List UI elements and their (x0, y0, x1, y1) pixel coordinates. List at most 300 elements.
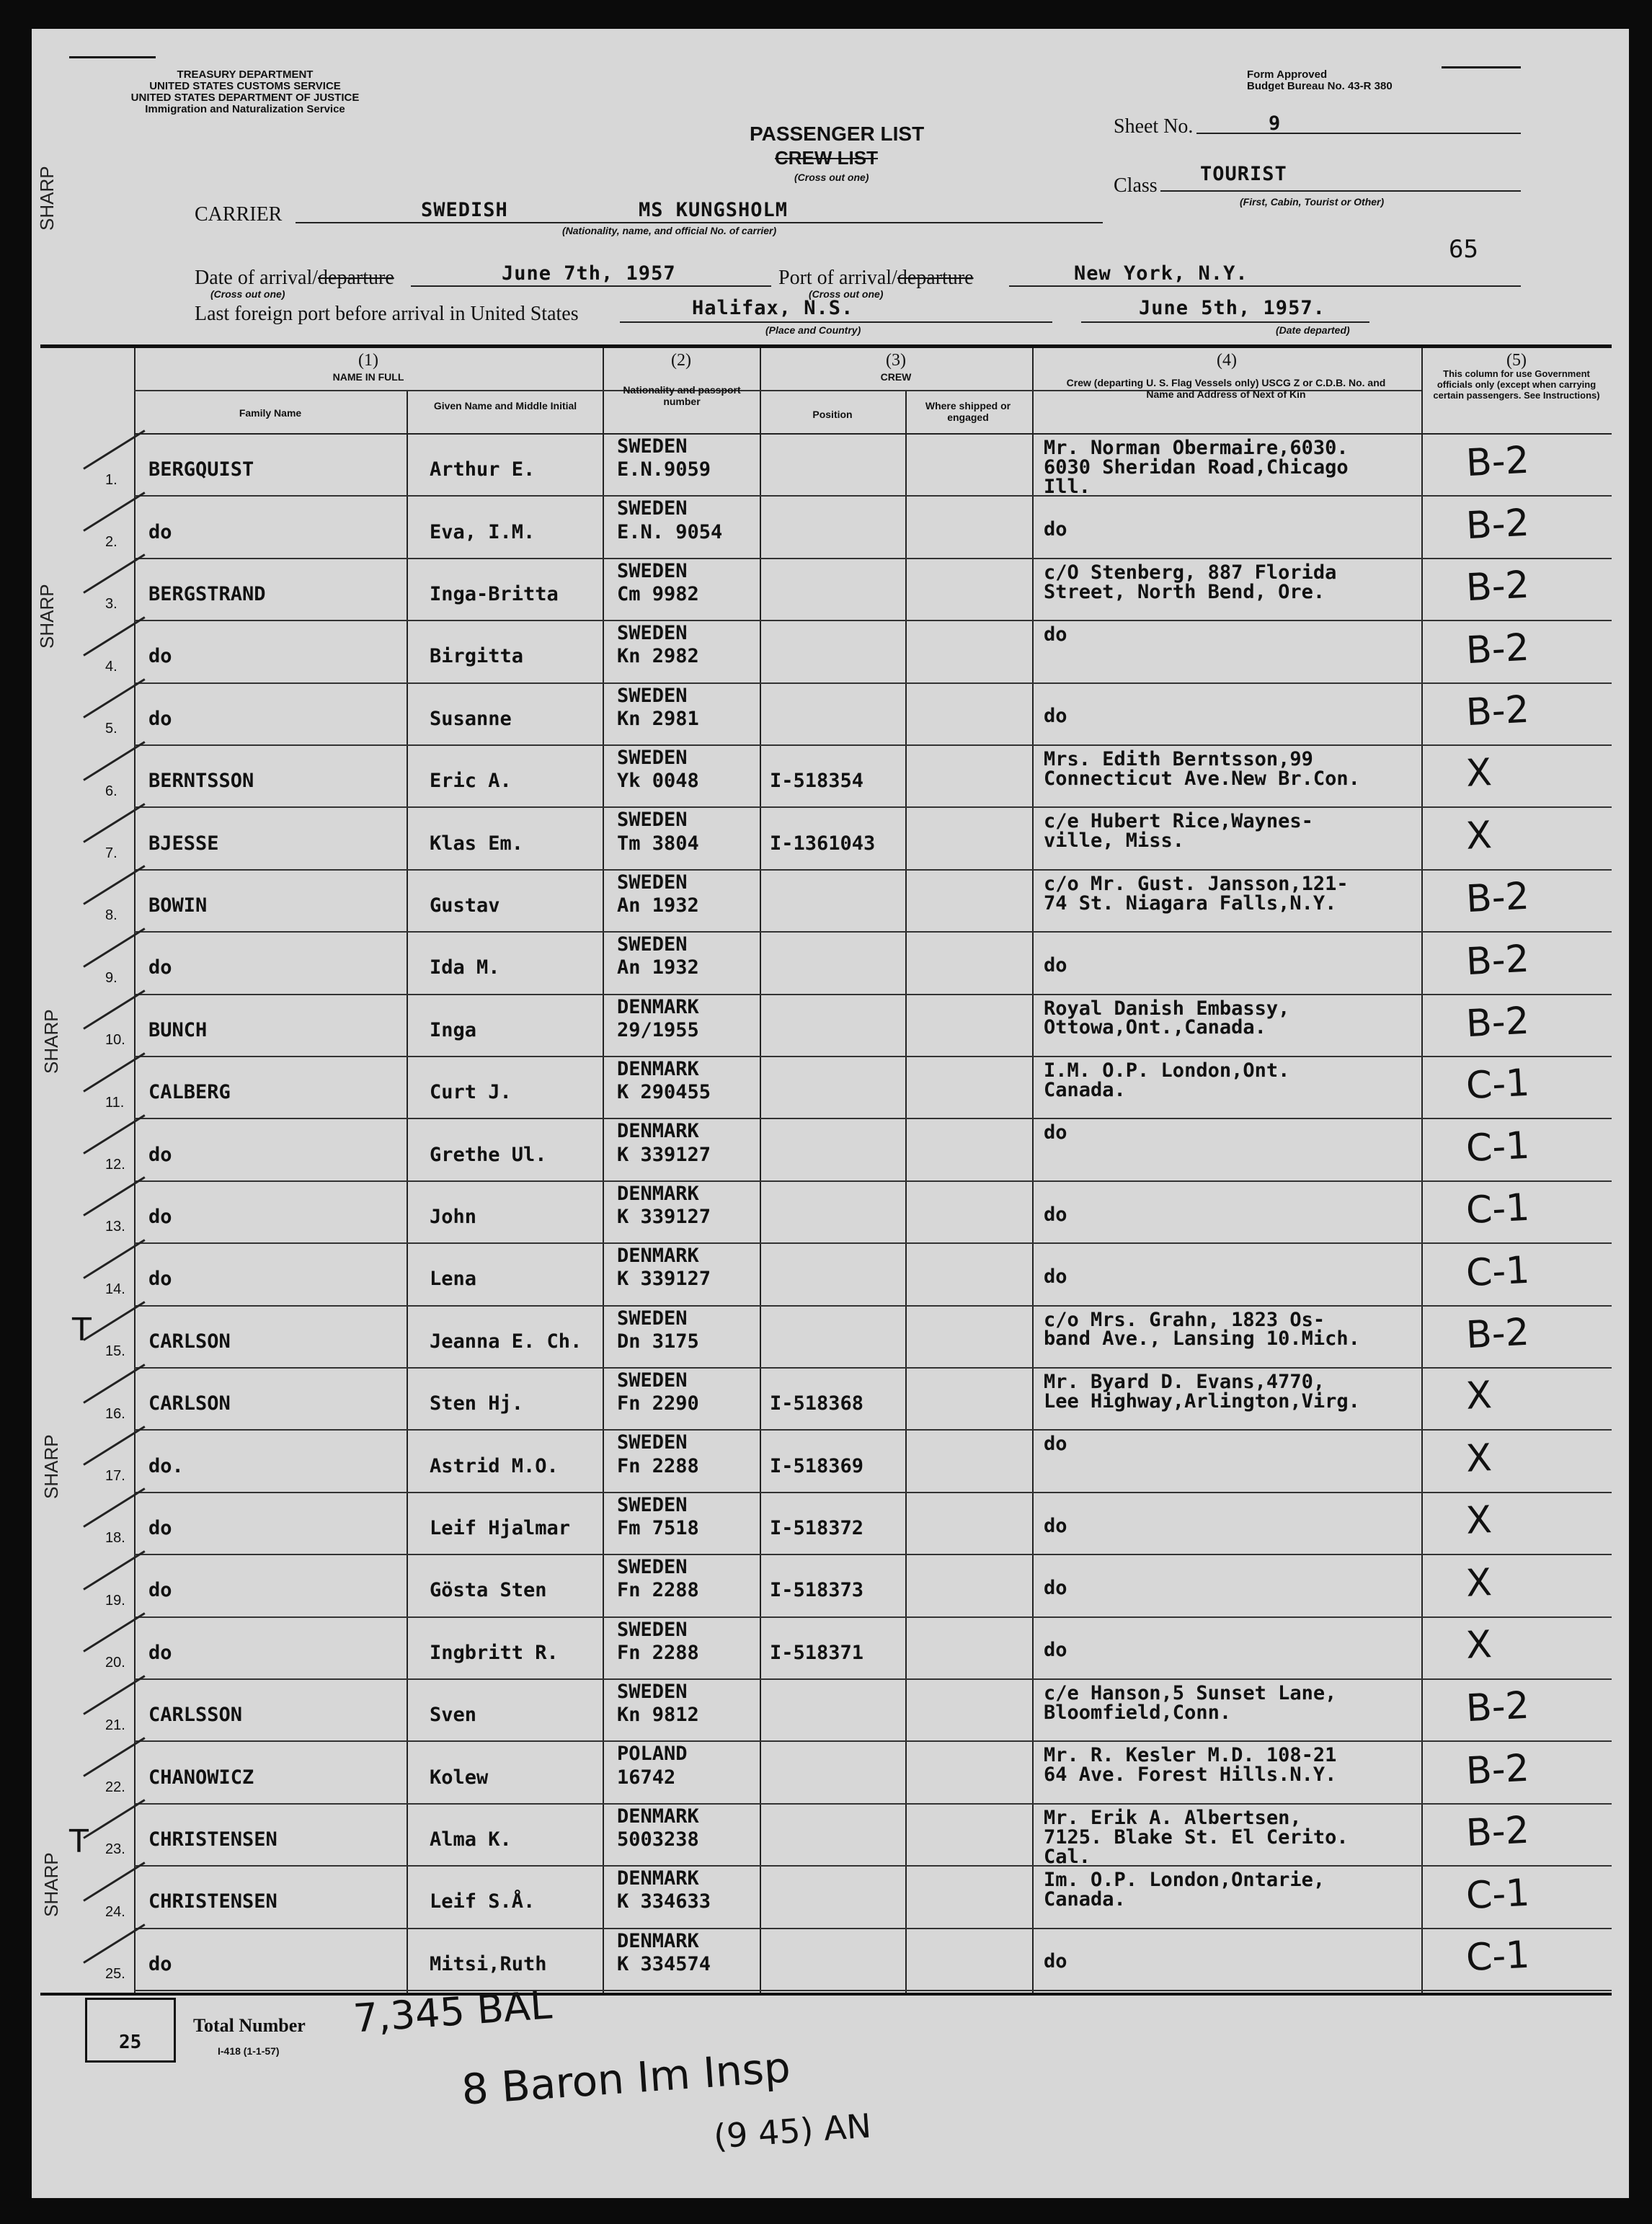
row-number: 25. (105, 1966, 125, 1983)
next-of-kin-line2: Connecticut Ave.New Br.Con. (1044, 767, 1360, 790)
next-of-kin-line2: 74 St. Niagara Falls,N.Y. (1044, 891, 1337, 915)
margin-stamp: SHARP (40, 1852, 62, 1917)
check-mark (83, 1364, 145, 1404)
check-mark (83, 1550, 145, 1591)
row-number: 23. (105, 1841, 125, 1858)
next-of-kin-line2: do (1044, 1639, 1067, 1662)
form-approved (1247, 69, 1393, 92)
official-code: C-1 (1465, 1248, 1531, 1295)
class-note: (First, Cabin, Tourist or Other) (1240, 196, 1385, 208)
crew-header: CREW (880, 371, 912, 383)
check-mark (83, 1675, 145, 1715)
table-row (40, 1554, 1612, 1616)
family-name: do (148, 1268, 172, 1291)
nationality: DENMARK (617, 1805, 699, 1828)
nationality: DENMARK (617, 1058, 699, 1080)
dept-line: UNITED STATES CUSTOMS SERVICE (149, 80, 341, 92)
next-of-kin-line1: Mrs. Edith Berntsson,99 (1044, 748, 1313, 770)
nationality: SWEDEN (617, 622, 688, 645)
family-name: do (148, 1579, 172, 1602)
cross-out-note: (Cross out one) (794, 172, 869, 183)
passport-number: An 1932 (617, 956, 699, 979)
check-mark (83, 1862, 145, 1902)
family-name: do. (148, 1454, 184, 1477)
sheet-underline (1196, 133, 1521, 134)
departed-value: June 5th, 1957. (1139, 297, 1325, 319)
carrier-name: MS KUNGSHOLM (639, 199, 789, 221)
family-name: do (148, 1641, 172, 1664)
next-of-kin-line1: do (1044, 1433, 1067, 1456)
given-name: Ida M. (430, 956, 500, 979)
official-code: X (1465, 1560, 1493, 1606)
port-underline (1009, 285, 1521, 287)
passport-number: Fn 2288 (617, 1641, 699, 1664)
sheet-number: 9 (1269, 112, 1282, 135)
official-code: X (1465, 1436, 1493, 1481)
nationality: SWEDEN (617, 1307, 688, 1330)
handwritten-time: (9 45) AN (712, 2106, 873, 2156)
row-number: 3. (105, 596, 117, 613)
check-mark (83, 1052, 145, 1093)
table-row (40, 806, 1612, 868)
nationality: SWEDEN (617, 1556, 688, 1579)
table-row (40, 558, 1612, 620)
family-name: BERGQUIST (148, 458, 254, 481)
next-of-kin-line2: do (1044, 705, 1067, 728)
arrival-label-text: Date of arrival/ (195, 267, 319, 289)
given-name: Leif Hjalmar (430, 1517, 571, 1540)
given-name: Jeanna E. Ch. (430, 1330, 582, 1353)
given-name: John (430, 1206, 477, 1229)
col1-number: (1) (358, 351, 378, 370)
margin-stamp: SHARP (36, 166, 58, 231)
family-name: do (148, 1206, 172, 1229)
carrier-underline (296, 222, 1103, 223)
official-code: X (1465, 1623, 1493, 1668)
given-name: Eva, I.M. (430, 520, 536, 543)
table-row (40, 1616, 1612, 1678)
passport-number: Kn 9812 (617, 1704, 699, 1727)
nationality: DENMARK (617, 1245, 699, 1268)
table-row (40, 1118, 1612, 1180)
check-mark (83, 1239, 145, 1279)
given-name: Mitsi,Ruth (430, 1952, 547, 1975)
next-of-kin-line1: c/O Stenberg, 887 Florida (1044, 561, 1337, 584)
next-of-kin-line1: I.M. O.P. London,Ont. (1044, 1059, 1290, 1082)
official-code: C-1 (1465, 1062, 1531, 1108)
check-mark (83, 430, 145, 470)
crew-position: I-518354 (770, 770, 864, 793)
next-of-kin-line2: band Ave., Lansing 10.Mich. (1044, 1327, 1360, 1351)
nationality: SWEDEN (617, 435, 688, 458)
next-of-kin-line2: do (1044, 1950, 1067, 1973)
row-number: 9. (105, 969, 117, 986)
family-name: CHANOWICZ (148, 1766, 254, 1789)
family-name: CARLSSON (148, 1704, 243, 1727)
departed-note: (Date departed) (1276, 324, 1350, 336)
form-approved-line: Form Approved (1247, 68, 1328, 81)
port-value: New York, N.Y. (1074, 262, 1248, 285)
page-title: PASSENGER LIST (750, 123, 925, 145)
table-row (40, 744, 1612, 806)
family-name: CHRISTENSEN (148, 1828, 277, 1851)
family-name: CARLSON (148, 1392, 231, 1415)
check-mark (83, 1923, 145, 1964)
nationality: DENMARK (617, 995, 699, 1018)
next-of-kin-line2: do (1044, 518, 1067, 541)
port-note: (Cross out one) (809, 288, 884, 300)
row-number: 15. (105, 1343, 125, 1360)
next-of-kin-line2: Canada. (1044, 1078, 1126, 1101)
given-name: Grethe Ul. (430, 1143, 547, 1166)
next-of-kin-line2: Lee Highway,Arlington,Virg. (1044, 1389, 1360, 1413)
check-mark (83, 989, 145, 1030)
page-number: 65 (1449, 235, 1478, 264)
official-code: X (1465, 1498, 1493, 1544)
next-of-kin-line2: 64 Ave. Forest Hills.N.Y. (1044, 1763, 1337, 1787)
next-of-kin-line3: Ill. (1044, 476, 1091, 499)
check-mark (83, 1488, 145, 1529)
official-code: B-2 (1465, 501, 1531, 548)
given-name: Sten Hj. (430, 1392, 524, 1415)
given-name: Alma K. (430, 1828, 512, 1851)
passport-number: Fn 2290 (617, 1392, 699, 1415)
row-number: 1. (105, 471, 117, 488)
given-name: Curt J. (430, 1081, 512, 1104)
row-number: 24. (105, 1903, 125, 1920)
arrival-struck: departure (318, 267, 394, 289)
col1-title: NAME IN FULL (332, 371, 404, 383)
crew-list-struck: CREW LIST (775, 147, 878, 169)
header-rule (1442, 66, 1521, 68)
inspector-signature: 8 Baron Im Insp (460, 2042, 792, 2114)
margin-stamp: SHARP (40, 1009, 62, 1074)
col3-number: (3) (886, 351, 906, 370)
nationality: SWEDEN (617, 1681, 688, 1703)
official-code: X (1465, 813, 1493, 858)
sheet-label: Sheet No. (1114, 115, 1194, 138)
family-name: BOWIN (148, 894, 208, 917)
table-row (40, 1056, 1612, 1118)
given-name: Susanne (430, 707, 512, 730)
given-name: Astrid M.O. (430, 1454, 559, 1477)
table-row (40, 1865, 1612, 1927)
port-label-text: Port of arrival/ (778, 267, 897, 289)
nationality: SWEDEN (617, 1431, 688, 1454)
family-name: CARLSON (148, 1330, 231, 1353)
official-code: C-1 (1465, 1871, 1531, 1918)
where-shipped-header: Where shipped or engaged (925, 400, 1011, 423)
total-number-label: Total Number (193, 2015, 306, 2036)
next-of-kin-line1: c/o Mrs. Grahn, 1823 Os- (1044, 1308, 1325, 1331)
passport-number: Fn 2288 (617, 1579, 699, 1602)
passport-number: K 290455 (617, 1081, 711, 1104)
check-mark (83, 616, 145, 657)
departed-underline (1081, 321, 1369, 323)
table-row (40, 869, 1612, 931)
next-of-kin-line1: Mr. Byard D. Evans,4770, (1044, 1371, 1325, 1393)
nationality-header: Nationality and passport number (623, 384, 741, 407)
family-name: do (148, 1952, 172, 1975)
next-of-kin-line1: c/e Hanson,5 Sunset Lane, (1044, 1682, 1337, 1704)
dept-line: TREASURY DEPARTMENT (177, 68, 314, 81)
given-name: Klas Em. (430, 832, 524, 855)
nationality: SWEDEN (617, 684, 688, 707)
row-number: 2. (105, 533, 117, 550)
header-rule (69, 56, 156, 58)
margin-stamp: SHARP (36, 584, 58, 649)
nationality: SWEDEN (617, 747, 688, 769)
given-name: Ingbritt R. (430, 1641, 559, 1664)
check-mark (83, 678, 145, 719)
carrier-note: (Nationality, name, and official No. of carrier) (562, 225, 777, 236)
passport-number: Kn 2982 (617, 645, 699, 668)
next-of-kin-line2: Canada. (1044, 1888, 1126, 1911)
table-row (40, 1429, 1612, 1491)
row-rule (134, 1990, 1612, 1991)
official-code: B-2 (1465, 688, 1531, 735)
row-number: 10. (105, 1032, 125, 1049)
nationality: SWEDEN (617, 871, 688, 894)
official-code: X (1465, 1374, 1493, 1419)
passport-number: Fn 2288 (617, 1454, 699, 1477)
passport-number: Yk 0048 (617, 770, 699, 793)
passport-number: 29/1955 (617, 1018, 699, 1041)
passport-number: Dn 3175 (617, 1330, 699, 1353)
next-of-kin-line2: Bloomfield,Conn. (1044, 1701, 1232, 1724)
department-heading (86, 69, 404, 115)
official-code: B-2 (1465, 1808, 1531, 1856)
row-number: 8. (105, 907, 117, 924)
next-of-kin-line2: do (1044, 1266, 1067, 1289)
next-of-kin-line2: do (1044, 1577, 1067, 1600)
table-row (40, 1740, 1612, 1802)
official-code: B-2 (1465, 563, 1531, 610)
row-number: 18. (105, 1530, 125, 1547)
check-mark (83, 1177, 145, 1217)
row-number: 6. (105, 783, 117, 799)
crew-position: I-518372 (770, 1517, 864, 1540)
row-number: 5. (105, 721, 117, 737)
check-mark (83, 803, 145, 843)
family-name: BERGSTRAND (148, 583, 266, 606)
next-of-kin-line2: ville, Miss. (1044, 829, 1185, 853)
carrier-nationality: SWEDISH (421, 199, 508, 221)
table-row (40, 994, 1612, 1056)
table-row (40, 1367, 1612, 1429)
family-name-header: Family Name (239, 407, 302, 419)
given-name: Gösta Sten (430, 1579, 547, 1602)
total-box (85, 1998, 176, 2063)
nationality: DENMARK (617, 1182, 699, 1205)
col2-number: (2) (671, 351, 691, 370)
col4-number: (4) (1217, 351, 1237, 370)
margin-t-mark: T (72, 1312, 92, 1348)
row-number: 4. (105, 658, 117, 675)
class-value: TOURIST (1200, 163, 1287, 185)
nationality: DENMARK (617, 1929, 699, 1952)
passport-number: K 339127 (617, 1268, 711, 1291)
passport-number: Fm 7518 (617, 1517, 699, 1540)
given-name: Birgitta (430, 645, 524, 668)
given-name: Kolew (430, 1766, 489, 1789)
row-number: 21. (105, 1717, 125, 1733)
passport-number: E.N. 9054 (617, 520, 723, 543)
next-of-kin-line1: Im. O.P. London,Ontarie, (1044, 1869, 1325, 1892)
nationality: DENMARK (617, 1867, 699, 1890)
passenger-table (40, 344, 1612, 1996)
table-row (40, 495, 1612, 557)
given-name: Gustav (430, 894, 500, 917)
passport-number: K 334574 (617, 1952, 711, 1975)
official-code: B-2 (1465, 1684, 1531, 1731)
row-number: 17. (105, 1467, 125, 1484)
nationality: POLAND (617, 1743, 688, 1766)
passport-number: 16742 (617, 1766, 676, 1789)
next-of-kin-line3: Cal. (1044, 1846, 1091, 1869)
table-row (40, 1492, 1612, 1554)
family-name: do (148, 1143, 172, 1166)
next-of-kin-line1: Mr. Erik A. Albertsen, (1044, 1806, 1302, 1829)
official-code: B-2 (1465, 999, 1531, 1046)
next-of-kin-line1: Mr. Norman Obermaire,6030. (1044, 437, 1349, 459)
check-mark (83, 1425, 145, 1466)
table-row (40, 1928, 1612, 1990)
form-approved-line: Budget Bureau No. 43-R 380 (1247, 80, 1393, 92)
row-number: 14. (105, 1281, 125, 1297)
crew-position: I-518371 (770, 1641, 864, 1664)
check-mark (83, 491, 145, 532)
dept-line: Immigration and Naturalization Service (145, 103, 345, 115)
check-mark (83, 1612, 145, 1653)
carrier-label: CARRIER (195, 203, 283, 226)
check-mark (83, 1301, 145, 1341)
crew-position: I-518368 (770, 1392, 864, 1415)
next-of-kin-header: Crew (departing U. S. Flag Vessels only) USCG Z or C.D.B. No. and Name and Address of Next of Kin (1066, 377, 1386, 400)
passport-number: Kn 2981 (617, 707, 699, 730)
port-struck: departure (897, 267, 974, 289)
given-name: Sven (430, 1704, 477, 1727)
next-of-kin-line1: Mr. R. Kesler M.D. 108-21 (1044, 1744, 1337, 1767)
nationality: SWEDEN (617, 1493, 688, 1516)
crew-position: I-518369 (770, 1454, 864, 1477)
family-name: BERNTSSON (148, 770, 254, 793)
arrival-date: June 7th, 1957 (502, 262, 676, 285)
col5-number: (5) (1506, 351, 1527, 370)
family-name: do (148, 520, 172, 543)
total-box-value: 25 (119, 2032, 142, 2053)
check-mark (83, 928, 145, 968)
official-code: B-2 (1465, 626, 1531, 672)
table-row (40, 1242, 1612, 1304)
passport-number: K 334633 (617, 1890, 711, 1913)
given-name: Arthur E. (430, 458, 536, 481)
next-of-kin-line1: do (1044, 623, 1067, 646)
family-name: do (148, 645, 172, 668)
passport-number: An 1932 (617, 894, 699, 917)
given-name-header: Given Name and Middle Initial (433, 400, 577, 412)
form-id: I-418 (1-1-57) (218, 2045, 280, 2057)
table-row (40, 1803, 1612, 1869)
given-name: Inga-Britta (430, 583, 559, 606)
margin-stamp: SHARP (40, 1434, 62, 1499)
nationality: SWEDEN (617, 497, 688, 520)
arrival-note: (Cross out one) (210, 288, 285, 300)
check-mark (83, 1800, 145, 1840)
crew-position: I-518373 (770, 1579, 864, 1602)
next-of-kin-line2: 6030 Sheridan Road,Chicago (1044, 455, 1349, 479)
official-code: C-1 (1465, 1933, 1531, 1980)
next-of-kin-line2: 7125. Blake St. El Cerito. (1044, 1825, 1349, 1849)
row-number: 13. (105, 1219, 125, 1235)
official-code: C-1 (1465, 1186, 1531, 1233)
check-mark (83, 1737, 145, 1777)
table-row (40, 1678, 1612, 1740)
passport-number: K 339127 (617, 1143, 711, 1166)
family-name: do (148, 1517, 172, 1540)
row-number: 12. (105, 1156, 125, 1173)
next-of-kin-line2: do (1044, 1203, 1067, 1226)
nationality: SWEDEN (617, 809, 688, 832)
given-name: Inga (430, 1018, 477, 1041)
check-mark (83, 741, 145, 781)
last-port-value: Halifax, N.S. (692, 297, 854, 319)
nationality: SWEDEN (617, 933, 688, 956)
passport-number: Cm 9982 (617, 583, 699, 606)
next-of-kin-line1: c/e Hubert Rice,Waynes- (1044, 810, 1313, 833)
next-of-kin-line1: c/o Mr. Gust. Jansson,121- (1044, 872, 1349, 895)
last-port-underline (620, 321, 1052, 323)
table-row (40, 931, 1612, 993)
last-port-label: Last foreign port before arrival in United States (195, 303, 579, 325)
nationality: SWEDEN (617, 1618, 688, 1641)
next-of-kin-line1: do (1044, 1121, 1067, 1144)
table-row (40, 1180, 1612, 1242)
next-of-kin-line2: do (1044, 954, 1067, 977)
handwritten-total: 7,345 BAL (352, 1982, 554, 2042)
given-name: Lena (430, 1268, 477, 1291)
arrival-underline (411, 285, 771, 287)
class-label: Class (1114, 174, 1158, 197)
check-mark (83, 554, 145, 595)
last-port-note: (Place and Country) (765, 324, 861, 336)
passport-number: 5003238 (617, 1828, 699, 1851)
family-name: do (148, 956, 172, 979)
next-of-kin-line2: Ottowa,Ont.,Canada. (1044, 1016, 1266, 1039)
class-underline (1160, 190, 1521, 192)
official-code: B-2 (1465, 439, 1531, 486)
next-of-kin-line2: do (1044, 1514, 1067, 1537)
nationality: SWEDEN (617, 559, 688, 582)
nationality: DENMARK (617, 1120, 699, 1143)
official-code: X (1465, 751, 1493, 796)
port-label (778, 267, 974, 290)
family-name: CHRISTENSEN (148, 1890, 277, 1913)
table-row (40, 1305, 1612, 1367)
crew-position: I-1361043 (770, 832, 876, 855)
row-number: 11. (105, 1094, 125, 1111)
margin-t-mark: T (69, 1823, 89, 1860)
given-name: Eric A. (430, 770, 512, 793)
official-use-header: This column for use Government officials only (except when carrying certain passengers. See Instructions) (1433, 368, 1600, 401)
check-mark (83, 866, 145, 906)
official-code: B-2 (1465, 1746, 1531, 1793)
passport-number: K 339127 (617, 1206, 711, 1229)
official-code: B-2 (1465, 937, 1531, 984)
position-header: Position (812, 409, 853, 420)
passport-number: E.N.9059 (617, 458, 711, 481)
row-number: 7. (105, 845, 117, 861)
